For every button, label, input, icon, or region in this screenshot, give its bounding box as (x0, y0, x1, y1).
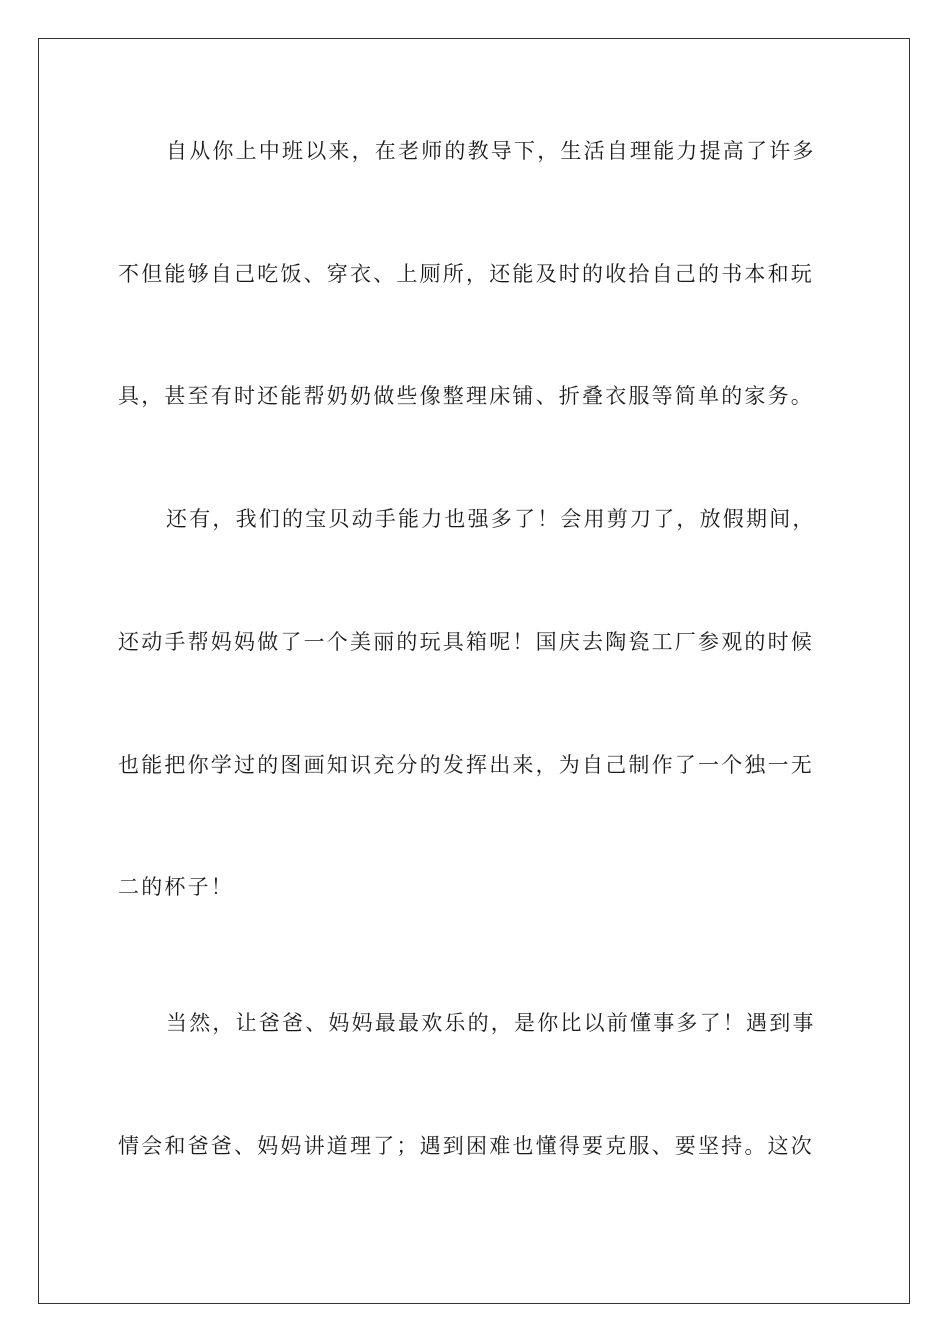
page-border (38, 38, 910, 1304)
paragraph-1-line-2: 不但能够自己吃饭、穿衣、上厕所，还能及时的收拾自己的书本和玩 (118, 262, 814, 286)
paragraph-2-line-3: 也能把你学过的图画知识充分的发挥出来，为自己制作了一个独一无 (118, 753, 814, 777)
paragraph-2-line-4: 二的杯子！ (118, 875, 234, 899)
paragraph-1-line-3: 具，甚至有时还能帮奶奶做些像整理床铺、折叠衣服等简单的家务。 (118, 384, 814, 408)
paragraph-2-line-1: 还有，我们的宝贝动手能力也强多了！会用剪刀了，放假期间， (166, 507, 816, 531)
paragraph-3-line-1: 当然，让爸爸、妈妈最最欢乐的，是你比以前懂事多了！遇到事 (166, 1011, 816, 1035)
paragraph-1-line-1: 自从你上中班以来，在老师的教导下，生活自理能力提高了许多 (166, 139, 816, 163)
paragraph-3-line-2: 情会和爸爸、妈妈讲道理了；遇到困难也懂得要克服、要坚持。这次 (118, 1134, 814, 1158)
paragraph-2-line-2: 还动手帮妈妈做了一个美丽的玩具箱呢！国庆去陶瓷工厂参观的时候 (118, 630, 814, 654)
